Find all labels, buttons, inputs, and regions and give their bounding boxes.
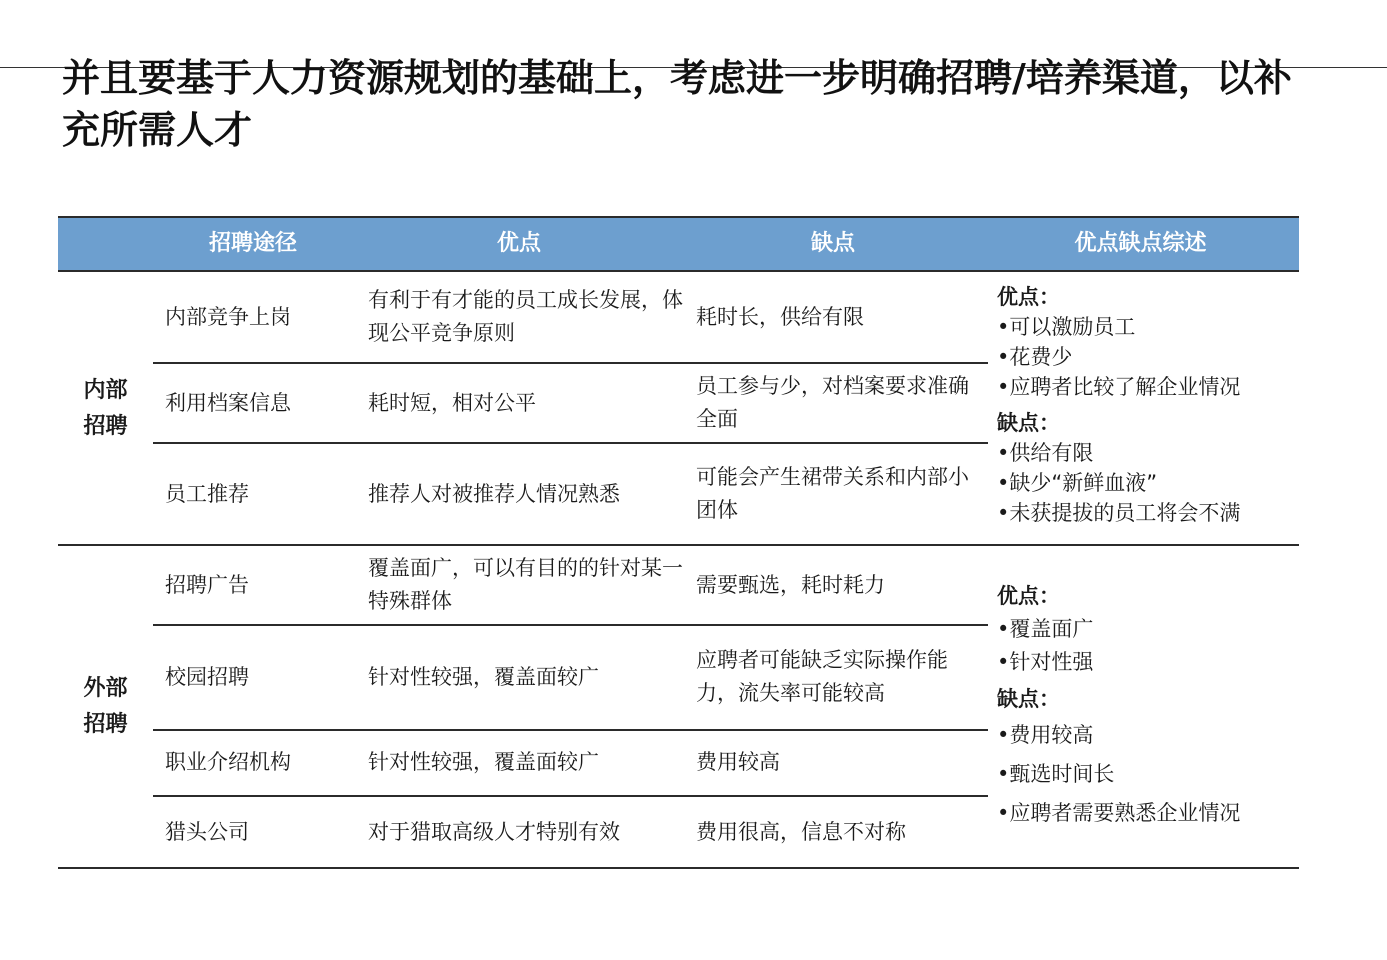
table-cell-channel: 校园招聘	[165, 664, 249, 689]
table-cell-pros: 针对性较强，覆盖面较广	[368, 664, 599, 689]
table-cell-cons: 费用较高	[696, 749, 780, 774]
summary-item: •应聘者比较了解企业情况	[997, 375, 1241, 399]
summary-cons-title: 缺点：	[997, 411, 1060, 435]
table-cell-channel: 利用档案信息	[165, 390, 291, 415]
summary-item: •针对性强	[997, 650, 1094, 674]
summary-item: •未获提拔的员工将会不满	[997, 501, 1241, 525]
table-bottom-rule	[58, 867, 1299, 869]
group-label-external: 外部招聘	[83, 676, 128, 737]
table-cell-channel: 内部竞争上岗	[165, 304, 291, 329]
table-cell-pros: 针对性较强，覆盖面较广	[368, 749, 599, 774]
summary-cons-title: 缺点：	[997, 687, 1060, 711]
recruitment-channel-table	[58, 216, 1299, 870]
header-summary: 优点缺点综述	[1074, 231, 1207, 256]
table-cell-pros: 覆盖面广，可以有目的的针对某一特殊群体	[368, 556, 683, 613]
summary-item: •覆盖面广	[997, 617, 1094, 641]
table-cell-cons: 耗时长，供给有限	[696, 304, 864, 329]
table-cell-pros: 推荐人对被推荐人情况熟悉	[368, 481, 620, 506]
summary-pros-title: 优点：	[997, 584, 1060, 608]
summary-item: •应聘者需要熟悉企业情况	[997, 801, 1241, 825]
table-cell-channel: 员工推荐	[165, 481, 249, 506]
group-label-internal: 内部招聘	[83, 378, 128, 439]
table-cell-cons: 可能会产生裙带关系和内部小团体	[696, 465, 969, 522]
table-header	[58, 216, 1299, 272]
header-channel: 招聘途径	[208, 231, 297, 256]
page-title: 并且要基于人力资源规划的基础上，考虑进一步明确招聘/培养渠道，以补充所需人才	[62, 56, 1292, 152]
summary-item: •可以激励员工	[997, 315, 1136, 339]
summary-internal	[997, 282, 1297, 528]
table-cell-cons: 需要甄选，耗时耗力	[696, 572, 885, 597]
summary-item: •供给有限	[997, 441, 1094, 465]
table-cell-cons: 员工参与少，对档案要求准确全面	[696, 374, 969, 431]
header-cons: 缺点	[810, 231, 855, 256]
summary-item: •甄选时间长	[997, 762, 1115, 786]
table-cell-pros: 耗时短，相对公平	[368, 390, 536, 415]
summary-item: •费用较高	[997, 723, 1094, 747]
table-cell-channel: 招聘广告	[165, 572, 249, 597]
table-cell-channel: 猎头公司	[165, 819, 249, 844]
summary-item: •缺少“新鲜血液”	[997, 471, 1158, 495]
header-pros: 优点	[496, 231, 541, 256]
table-cell-pros: 有利于有才能的员工成长发展，体现公平竞争原则	[368, 288, 683, 345]
summary-item: •花费少	[997, 345, 1073, 369]
table-cell-cons: 费用很高，信息不对称	[696, 819, 906, 844]
summary-pros-title: 优点：	[997, 285, 1060, 309]
table-cell-pros: 对于猎取高级人才特别有效	[368, 819, 620, 844]
table-cell-cons: 应聘者可能缺乏实际操作能力，流失率可能较高	[696, 648, 948, 705]
table-cell-channel: 职业介绍机构	[165, 749, 291, 774]
summary-external	[997, 580, 1297, 833]
